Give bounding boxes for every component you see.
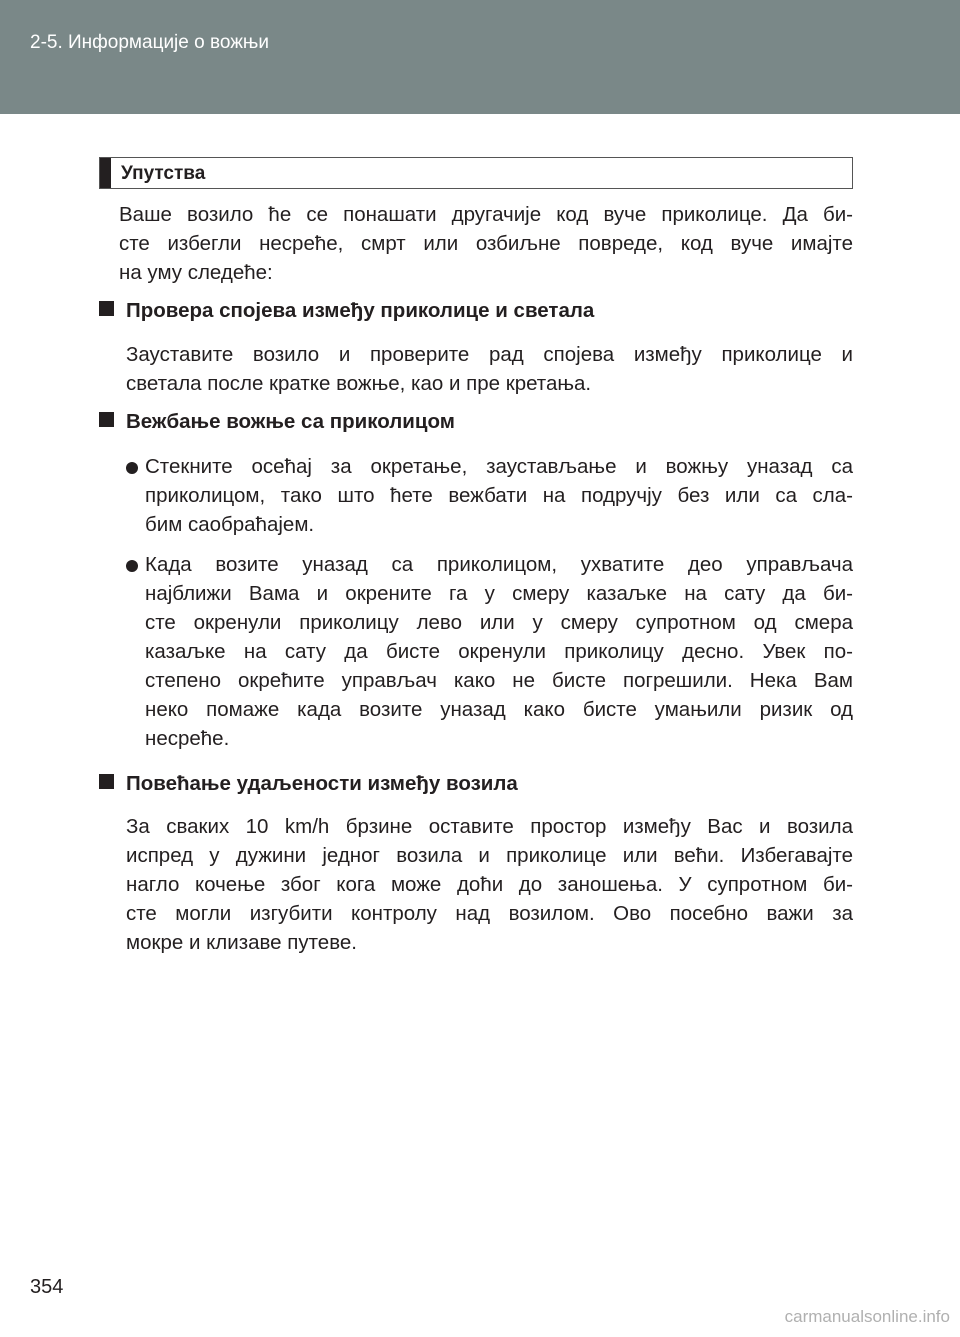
round-bullet-icon — [126, 462, 138, 474]
section-heading-3: Повећање удаљености између возила — [99, 769, 518, 798]
s1-line: Зауставите возило и проверите рад спојева између приколице и — [126, 343, 853, 366]
section-heading-2: Вежбање вожње са приколицом — [99, 407, 455, 436]
page-number: 354 — [30, 1276, 64, 1298]
intro-line: на уму следеће: — [119, 261, 273, 284]
s2-bullet1-line: приколицом, тако што ћете вежбати на подручју без или са сла- — [145, 484, 853, 507]
square-bullet-icon — [99, 301, 114, 316]
s3-line: нагло кочење због кога може доћи до заношења. У супротном би- — [126, 873, 853, 896]
intro-line: сте избегли несреће, смрт или озбиљне повреде, код вуче имајте — [119, 232, 853, 255]
title-bar-marker — [100, 158, 111, 188]
caution-title: Упутства — [121, 163, 206, 184]
s2-bullet2-line: најближи Вама и окрените га у смеру казаљке на сату да би- — [145, 582, 853, 605]
s3-line: сте могли изгубити контролу над возилом. Ово посебно важи за — [126, 902, 853, 925]
s3-line: За сваких 10 km/h брзине оставите простор између Вас и возила — [126, 815, 853, 838]
s2-bullet1-line: Стекните осећај за окретање, заустављање и вожњу уназад са — [145, 455, 853, 478]
s2-bullet1-line: бим саобраћајем. — [145, 513, 315, 536]
section-heading-1: Провера спојева између приколице и светала — [99, 296, 594, 325]
s1-line: светала после кратке вожње, као и пре кретања. — [126, 372, 592, 395]
s2-bullet2-line: несреће. — [145, 727, 230, 750]
round-bullet-icon — [126, 560, 138, 572]
s2-bullet2-line: степено окрећите управљач како не бисте погрешили. Нека Вам — [145, 669, 853, 692]
square-bullet-icon — [99, 412, 114, 427]
s2-bullet2-line: сте окренули приколицу лево или у смеру супротном од смера — [145, 611, 853, 634]
s2-bullet2-line: Када возите уназад са приколицом, ухватите део управљача — [145, 553, 853, 576]
caution-title-box — [99, 157, 853, 189]
s3-line: мокре и клизаве путеве. — [126, 931, 357, 954]
page-header — [0, 0, 960, 114]
s2-bullet2-line: казаљке на сату да бисте окренули приколицу десно. Увек по- — [145, 640, 853, 663]
intro-line: Ваше возило ће се понашати другачије код вуче приколице. Да би- — [119, 203, 853, 226]
watermark: carmanualsonline.info — [784, 1307, 950, 1326]
s3-line: испред у дужини једног возила и приколице или већи. Избегавајте — [126, 844, 853, 867]
s2-bullet2-line: неко помаже када возите уназад како бисте умањили ризик од — [145, 698, 853, 721]
section-title: 2-5. Информације о вожњи — [30, 32, 269, 53]
square-bullet-icon — [99, 774, 114, 789]
